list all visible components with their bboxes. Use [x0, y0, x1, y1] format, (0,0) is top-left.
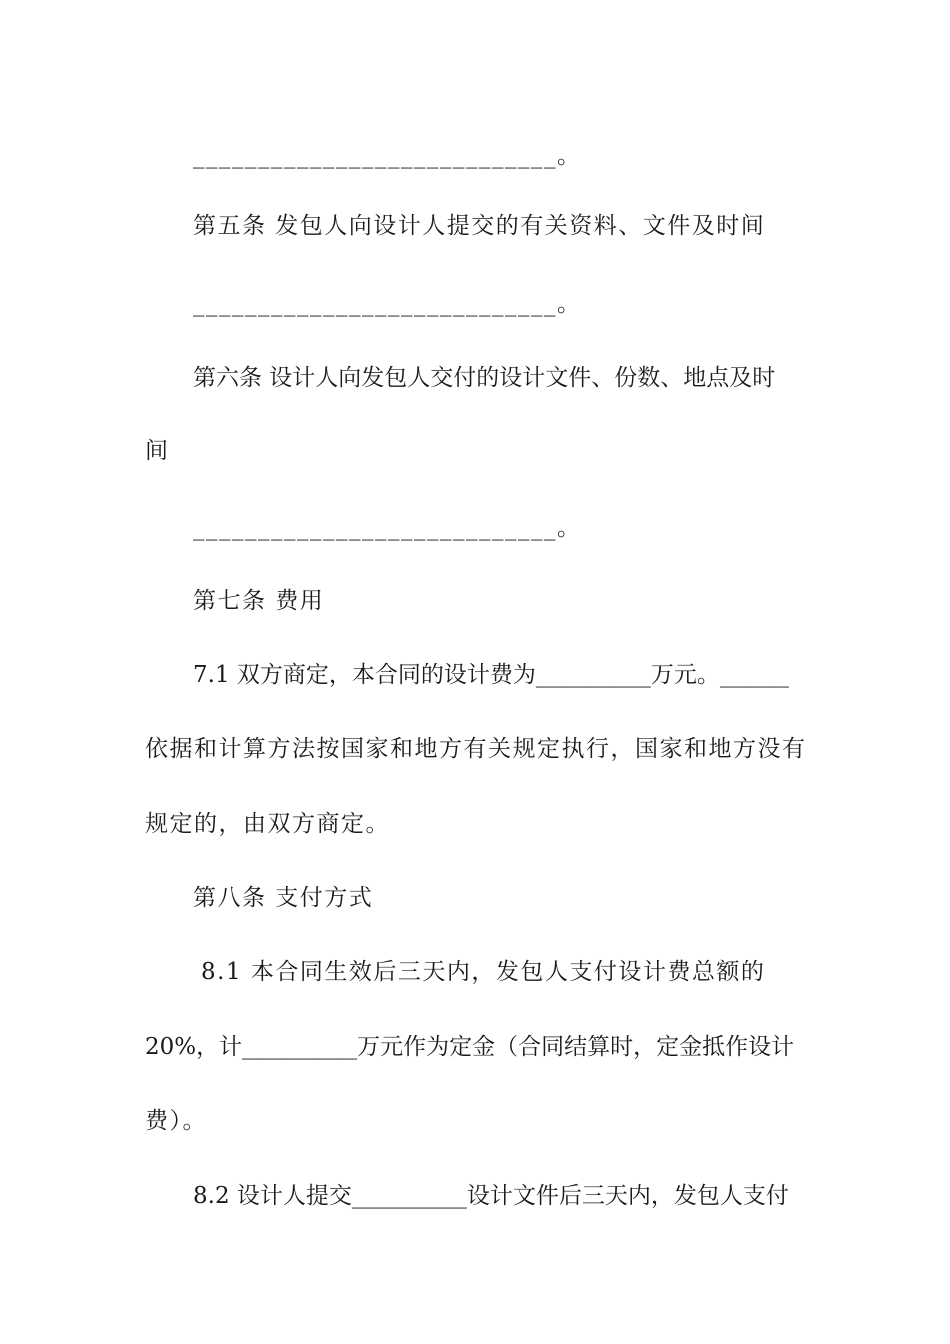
article-5-heading: 第五条 发包人向设计人提交的有关资料、文件及时间 — [193, 213, 766, 239]
clause-8-1-line1: 8.1 本合同生效后三天内，发包人支付设计费总额的 — [201, 959, 766, 985]
clause-7-1-line2: 依据和计算方法按国家和地方有关规定执行，国家和地方没有 — [145, 736, 807, 762]
article-6-heading: 第六条 设计人向发包人交付的设计文件、份数、地点及时 — [193, 365, 776, 391]
clause-8-1-line2: 20%，计__________万元作为定金（合同结算时，定金抵作设计 — [145, 1034, 795, 1060]
clause-8-2-line1: 8.2 设计人提交__________设计文件后三天内，发包人支付 — [193, 1183, 789, 1209]
blank-line-article6: ____________________________。 — [193, 515, 582, 541]
blank-line-article4-end: ____________________________。 — [193, 143, 582, 169]
clause-7-1-line1: 7.1 双方商定，本合同的设计费为__________万元。______ — [193, 662, 789, 688]
article-7-heading: 第七条 费用 — [193, 588, 325, 614]
article-6-heading-continued: 间 — [145, 438, 170, 464]
clause-8-1-line3: 费）。 — [145, 1108, 207, 1134]
blank-line-article5: ____________________________。 — [193, 291, 582, 317]
article-8-heading: 第八条 支付方式 — [193, 885, 374, 911]
clause-7-1-line3: 规定的，由双方商定。 — [145, 811, 390, 837]
